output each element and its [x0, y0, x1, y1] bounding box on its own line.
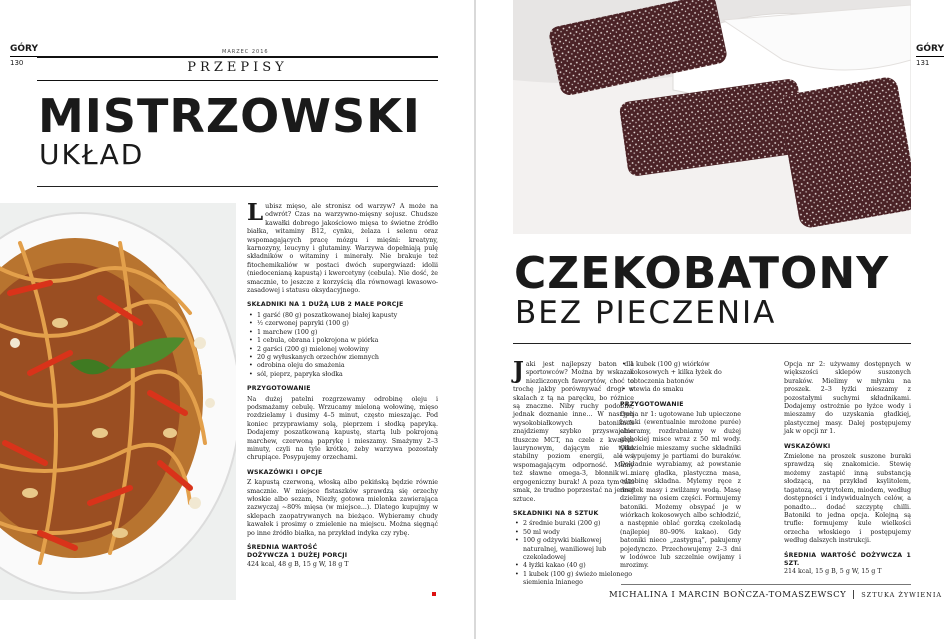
article-title: CZEKOBATONY — [514, 248, 890, 299]
list-item: • 100 g odżywki białkowej naturalnej, waniliowej lub czekoladowej — [523, 537, 634, 562]
list-item: • 1 garść (80 g) poszatkowanej białej kapusty — [257, 312, 438, 320]
end-mark — [432, 592, 436, 596]
issue-date: MARZEC 2016 — [222, 49, 269, 55]
byline-separator — [853, 590, 854, 599]
ingredients-list — [247, 312, 438, 379]
nutrition-heading: ŚREDNIA WARTOŚĆ DOŻYWCZA 1 DUŻEJ PORCJI — [247, 544, 348, 560]
pasta-dish-image — [0, 203, 236, 600]
section-title: PRZEPISY — [187, 60, 288, 75]
list-item: • stewia do smaku — [630, 386, 741, 394]
list-item: • ½ czerwonej papryki (100 g) — [257, 320, 438, 328]
right-page — [476, 0, 950, 639]
right-text-column-1 — [513, 357, 634, 588]
ingredients-heading: SKŁADNIKI NA 8 SZTUK — [513, 509, 599, 517]
preparation-heading: PRZYGOTOWANIE — [620, 400, 684, 408]
pasta-photo — [0, 203, 236, 600]
dropcap: L — [247, 199, 264, 226]
article-title: MISTRZOWSKI — [38, 89, 421, 143]
byline-rule — [621, 584, 911, 585]
title-rule — [513, 343, 911, 344]
left-page — [0, 0, 474, 639]
article-subtitle: BEZ PIECZENIA — [515, 295, 777, 331]
list-item: • 4 łyżki kakao (40 g) — [523, 562, 634, 570]
option2-text: Opcja nr 2: używamy dostępnych w większości sklepów suszonych buraków. Mielimy w młynku na proszek. 2–3 łyżki mieszamy z pozostałymi suchymi składnikami. Dodajemy ostrożnie po łyżce wody i mieszamy do uzyskania gładkiej, plastycznej masy. Dalej postępujemy jak w opcji nr 1. — [784, 361, 911, 436]
tips-heading: WSKAZÓWKI — [784, 442, 831, 450]
preparation-text: Opcja nr 1: ugotowane lub upieczone buraki (ewentualnie mrożone purée) obieramy, rozdrabniamy w dużej głębokiej misce wraz z 50 ml wody. Oddzielnie mieszamy suche składniki i wsypujemy je partiami do buraków. Dokładnie wyrabiamy, aż powstanie w miarę gładka, plastyczna masa, odrobinę składna. Mylemy ręce z resztek masy i zwilżamy wodą. Masę dzielimy na osiem części. Formujemy batoniki. Możemy obsypać je w wiórkach kokosowych albo schłodzić, a następnie oblać gorzką czekoladą (najlepiej 80–90% kakao). Gdy batoniki nieco „zastygną”, pakujemy pojedynczo. Przechowujemy 2–3 dni w lodówce lub szczelnie owijamy i mrozimy. — [620, 411, 741, 570]
page-folio — [916, 44, 944, 68]
page-folio — [10, 44, 38, 68]
list-item: • 1 kubek (100 g) świeżo mielonego siemienia lnianego — [523, 571, 634, 588]
nutrition-heading: ŚREDNIA WARTOŚĆ DOŻYWCZA 1 SZT. — [784, 551, 911, 567]
list-item: • 1 marchew (100 g) — [257, 329, 438, 337]
right-text-column-2 — [620, 361, 741, 573]
chocolate-bars-image — [513, 0, 911, 234]
right-text-column-3 — [784, 361, 911, 579]
nutrition-values: 424 kcal, 48 g B, 15 g W, 18 g T — [247, 560, 349, 568]
ingredients-list — [513, 520, 634, 587]
dropcap: J — [513, 357, 524, 384]
tips-heading: WSKAZÓWKI I OPCJE — [247, 468, 323, 476]
byline-section: SZTUKA ŻYWIENIA — [861, 591, 943, 599]
tips-text: Z kapustą czerwoną, włoską albo pekińską będzie równie smacznie. W miejsce fistaszków sprawdzą się orzechy włoskie albo sezam, Niezły, gotowa mielonka zawierająca zazwyczaj ~80% mięsa (w miejsce...). Dlatego kupujmy w sklepach zaopatrywanych na bieżąco. Wybieramy chudy kawałek i prosimy o zmielenie na miejscu. Można sięgnąć po inne źródło białka, na przykład indyka czy rybę. — [247, 479, 438, 537]
ingredients-heading: SKŁADNIKI NA 1 DUŻĄ LUB 2 MAŁE PORCJE — [247, 301, 404, 309]
preparation-text: Na dużej patelni rozgrzewamy odrobinę oleju i podsmażamy cebulę. Wrzucamy mieloną wołowinę, mięso rozdzielamy i dusimy 4–5 minut, często mieszając. Pod koniec przyprawiamy solą, pieprzem i słodką papryką. Dodajemy poszatkowaną kapustę, startą lub pokrojoną marchew, czerwoną paprykę i mieszamy. Smażymy 2–3 minuty, czyli na tyle krótko, żeby warzywa pozostały chrupiące. Posypujemy orzechami. — [247, 395, 438, 462]
title-rule — [37, 186, 438, 187]
article-subtitle: UKŁAD — [39, 138, 145, 171]
list-item: • sól, pieprz, papryka słodka — [257, 371, 438, 379]
page-number: 130 — [10, 56, 38, 68]
author-names: MICHALINA I MARCIN BOŃCZA-TOMASZEWSCY — [609, 590, 847, 600]
list-item: • 2 garści (200 g) mielonej wołowiny — [257, 346, 438, 354]
chocolate-bars-photo — [513, 0, 911, 234]
list-item: • 50 ml wody — [523, 529, 634, 537]
nutrition-values: 214 kcal, 15 g B, 5 g W, 15 g T — [784, 568, 882, 576]
byline — [609, 590, 942, 600]
magazine-name: GÓRY — [10, 44, 38, 54]
tips-text: Zmielone na proszek suszone buraki sprawdzą się znakomicie. Stewię możemy zastąpić inną substancją słodzącą, na przykład ksylitolem, tagatozą, erytrytolem, miodem, według dostępności i indywidualnych celów, a ponadto… dodać szczyptę chilli. Batoniki to jedna opcja. Kolejną są trufle: formujemy kule wielkości orzecha włoskiego i postępujemy według dalszych instrukcji. — [784, 453, 911, 545]
list-item: • 1 cebula, obrana i pokrojona w piórka — [257, 337, 438, 345]
preparation-heading: PRZYGOTOWANIE — [247, 385, 311, 393]
list-item: • 20 g wyłuskanych orzechów ziemnych — [257, 354, 438, 362]
intro-paragraph: Jaki jest najlepszy baton dla sportowców? Można by wskazać niezliczonych faworytów, choć to trochę jakby porównywać drogi w skalach z tą na paręcku, bo różnice są znaczne. Niby ruchy podobne, jednak doznanie inne… W naszych wysokobiałkowych batonikach znajdziemy szybko przyswajalne tłuszcze MCT, na czele z kwasem laurynowym, dającym nie tylko stabilny poziom energii, ale i wspomagającym odporność. Mamy też sławne omega-3, błonnik i… ergogeniczny burak! A poza tym taki smak, że trudno poprzestać na jednej sztuce. — [513, 357, 634, 503]
left-text-column — [247, 199, 438, 571]
list-item: • 2 średnie buraki (200 g) — [523, 520, 634, 528]
list-item: • odrobina oleju do smażenia — [257, 362, 438, 370]
list-item: • 1 kubek (100 g) wiórków kokosowych + kilka łyżek do obtoczenia batonów — [630, 361, 741, 386]
magazine-name: GÓRY — [916, 44, 944, 54]
intro-paragraph: Lubisz mięso, ale stronisz od warzyw? A może na odwrót? Czas na warzywno-mięsny sojusz. Chudsze kawałki dobrego jakościowo mięsa to świetne źródło białka, witaminy B12, cynku, żelaza i selenu oraz wspomagających pracę mózgu i mięśni: kreatyny, karnozyny, leucyny i glutaminy. Warzywa dopełniają pulę składników o witaminy i minerały. Nie brakuje też fitochemikaliów w postaci dwóch supergwiazd: idolii (niedocenianą kapustą) i kwercetyny (cebula). Nie dość, że smacznie, to jeszcze z korzyścią dla równowagi kwasowo-zasadowej i statusu oksydacyjnego. — [247, 199, 438, 295]
ingredients-list-continued — [620, 361, 741, 395]
page-number: 131 — [916, 56, 944, 68]
